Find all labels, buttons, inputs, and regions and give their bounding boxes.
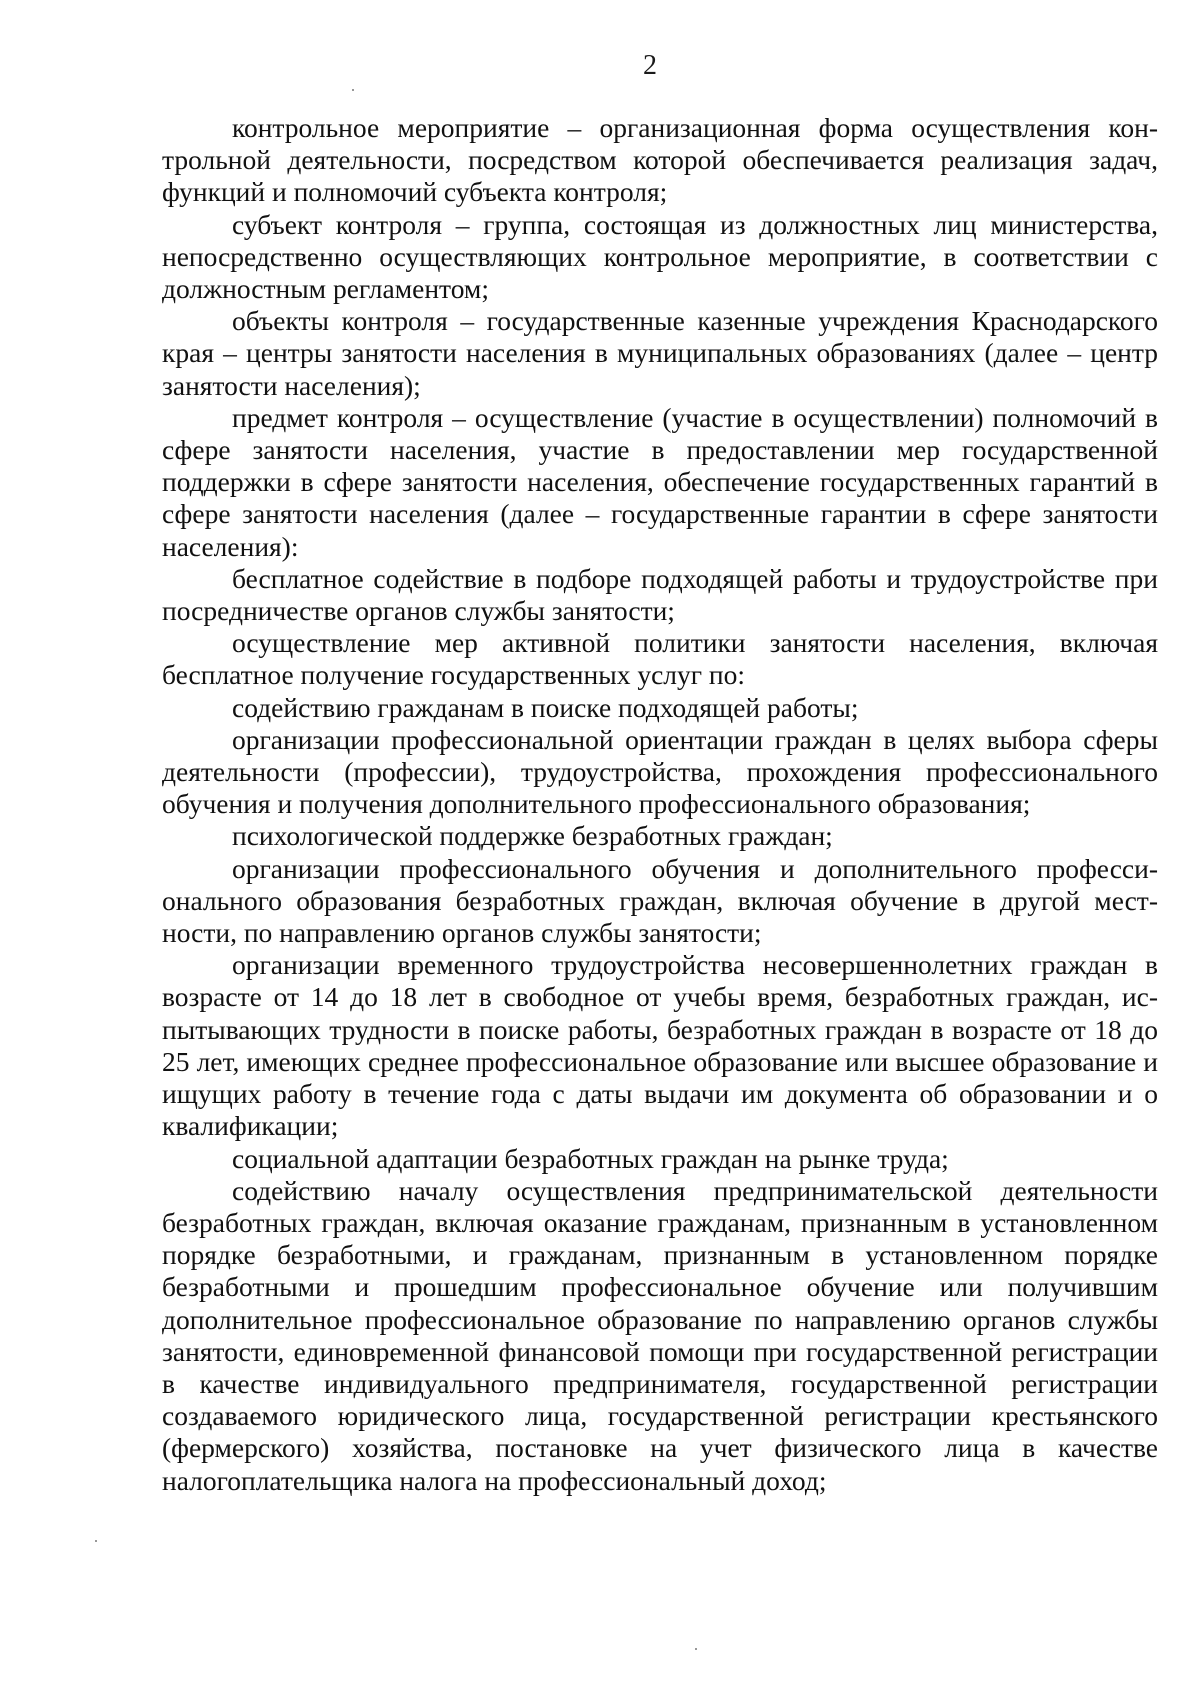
paragraph: организации профессиональной ориентации граждан в целях выбора сферы деятельности (профессии), трудоустройства, прохождения профессионального обучения и получения дополнительного профессионального образования;: [162, 723, 1158, 820]
paragraph: социальной адаптации безработных граждан на рынке труда;: [232, 1142, 949, 1174]
paragraph: предмет контроля – осуществление (участие в осуществлении) полномочий в сфере занятости населения, участие в предоставлении мер государственной поддержки в сфере занятости населения, обеспечение государственных гарантий в сфере занятости населения (далее – государственные гарантии в сфере занятости населения):: [162, 401, 1158, 562]
paragraph: субъект контроля – группа, состоящая из должностных лиц министерства, непосредственно осуществляющих контрольное мероприятие, в соответствии с должностным регламентом;: [162, 208, 1158, 305]
paragraph: содействию гражданам в поиске подходящей работы;: [232, 691, 859, 723]
paragraph: организации профессионального обучения и дополнительного профессионального образования безработных граждан, включая обучение в другой местности, по направлению органов службы занятости;: [162, 852, 1158, 949]
paragraph: содействию началу осуществления предпринимательской деятельности безработных граждан, включая оказание гражданам, признанным в установленном порядке безработными, и гражданам, признанным в установленном порядке безработными и прошедшим профессиональное обучение или получившим дополнительное профессиональное образование по направлению органов службы занятости, единовременной финансовой помощи при государственной регистрации в качестве индивидуального предпринимателя, государственной регистрации создаваемого юридического лица, государственной регистрации крестьянского (фермерского) хозяйства, постановке на учет физического лица в качестве налогоплательщика налога на профессиональный доход;: [162, 1174, 1158, 1496]
document-body: [162, 112, 1158, 1497]
paragraph: объекты контроля – государственные казенные учреждения Краснодарского края – центры занятости населения в муниципальных образованиях (далее – центр занятости населения);: [162, 305, 1158, 401]
paragraph: психологической поддержке безработных граждан;: [232, 820, 833, 852]
scan-speck: [695, 1648, 697, 1650]
paragraph: бесплатное содействие в подборе подходящей работы и трудоустройстве при посредничестве органов службы занятости;: [162, 562, 1158, 627]
paragraph: контрольное мероприятие – организационная форма осуществления контрольной деятельности, посредством которой обеспечивается реализация задач, функций и полномочий субъекта контроля;: [162, 112, 1158, 208]
scan-speck: [352, 89, 354, 91]
paragraph: организации временного трудоустройства несовершеннолетних граждан в возрасте от 14 до 18 лет в свободное от учебы время, безработных граждан, испытывающих трудности в поиске работы, безработных граждан в возрасте от 18 до 25 лет, имеющих среднее профессиональное образование или высшее образование и ищущих работу в течение года с даты выдачи им документа об образовании и о квалификации;: [162, 949, 1158, 1142]
page-number: 2: [643, 50, 657, 81]
paragraph: осуществление мер активной политики занятости населения, включая бесплатное получение государственных услуг по:: [162, 627, 1158, 691]
scan-speck: [95, 1540, 97, 1542]
